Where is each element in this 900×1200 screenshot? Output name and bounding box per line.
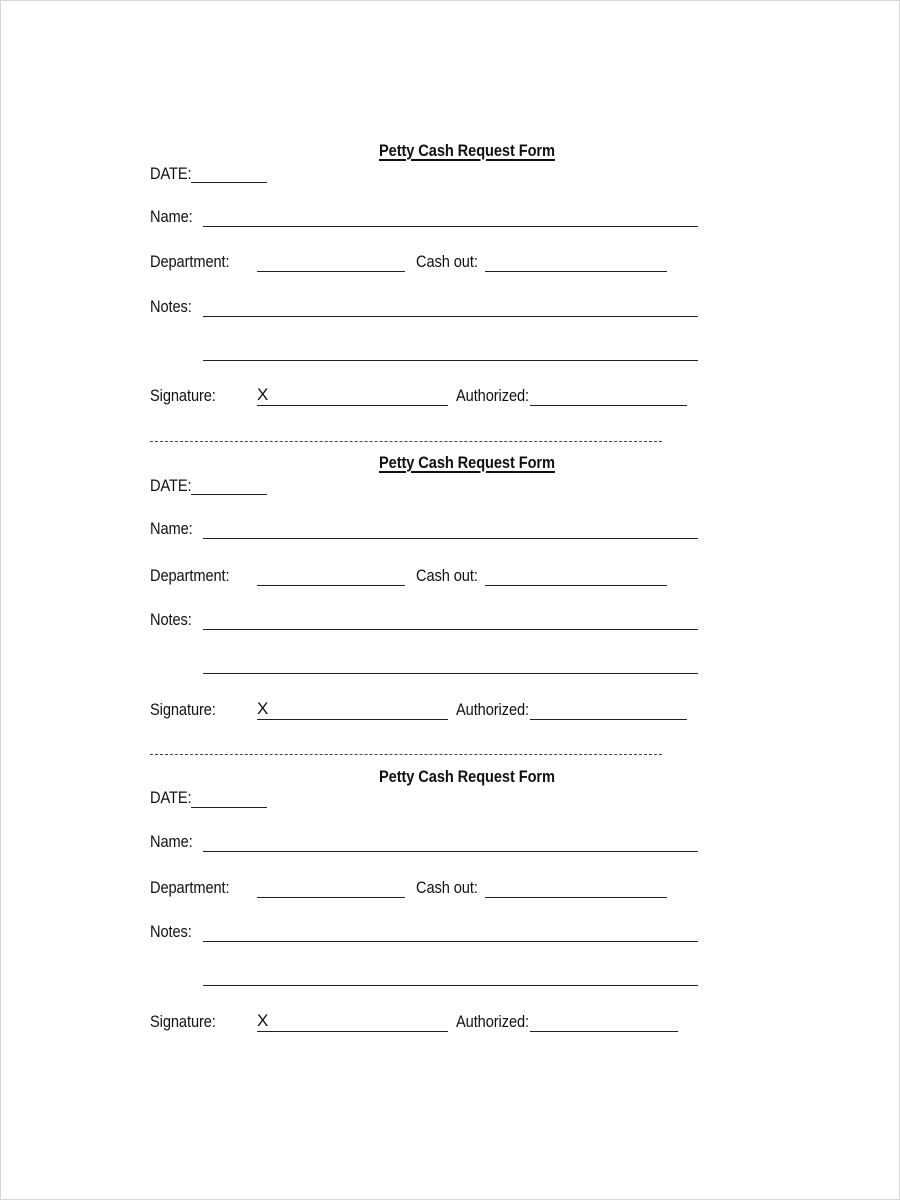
form-title: Petty Cash Request Form	[379, 453, 555, 472]
department-label: Department:	[150, 566, 230, 585]
date-field[interactable]	[191, 494, 267, 495]
signature-x-mark: X	[257, 385, 269, 404]
department-field[interactable]	[257, 897, 405, 898]
notes-field-line-2[interactable]	[203, 985, 698, 986]
signature-x-mark: X	[257, 699, 269, 718]
authorized-field[interactable]	[530, 1031, 678, 1032]
name-field[interactable]	[203, 226, 698, 227]
form-title: Petty Cash Request Form	[379, 767, 555, 786]
notes-label: Notes:	[150, 922, 192, 941]
signature-label: Signature:	[150, 1012, 216, 1031]
authorized-label: Authorized:	[456, 1012, 530, 1031]
date-field[interactable]	[191, 807, 267, 808]
name-field[interactable]	[203, 538, 698, 539]
notes-label: Notes:	[150, 610, 192, 629]
petty-cash-form-3	[0, 626, 900, 1031]
date-field[interactable]	[191, 182, 267, 183]
name-field[interactable]	[203, 851, 698, 852]
cash-out-field[interactable]	[485, 585, 667, 586]
form-title: Petty Cash Request Form	[379, 141, 555, 160]
petty-cash-form-1	[0, 0, 900, 405]
cash-out-field[interactable]	[485, 271, 667, 272]
signature-label: Signature:	[150, 700, 216, 719]
cash-out-field[interactable]	[485, 897, 667, 898]
department-label: Department:	[150, 252, 230, 271]
cash-out-label: Cash out:	[416, 252, 478, 271]
name-label: Name:	[150, 832, 193, 851]
signature-label: Signature:	[150, 386, 216, 405]
name-label: Name:	[150, 519, 193, 538]
notes-field-line-1[interactable]	[203, 941, 698, 942]
cash-out-label: Cash out:	[416, 566, 478, 585]
authorized-label: Authorized:	[456, 386, 530, 405]
signature-field[interactable]	[257, 1031, 448, 1032]
department-label: Department:	[150, 878, 230, 897]
signature-x-mark: X	[257, 1011, 269, 1030]
date-label: DATE:	[150, 164, 192, 183]
notes-label: Notes:	[150, 297, 192, 316]
date-label: DATE:	[150, 788, 192, 807]
name-label: Name:	[150, 207, 193, 226]
date-label: DATE:	[150, 476, 192, 495]
department-field[interactable]	[257, 585, 405, 586]
department-field[interactable]	[257, 271, 405, 272]
authorized-label: Authorized:	[456, 700, 530, 719]
petty-cash-form-2	[0, 312, 900, 719]
cash-out-label: Cash out:	[416, 878, 478, 897]
